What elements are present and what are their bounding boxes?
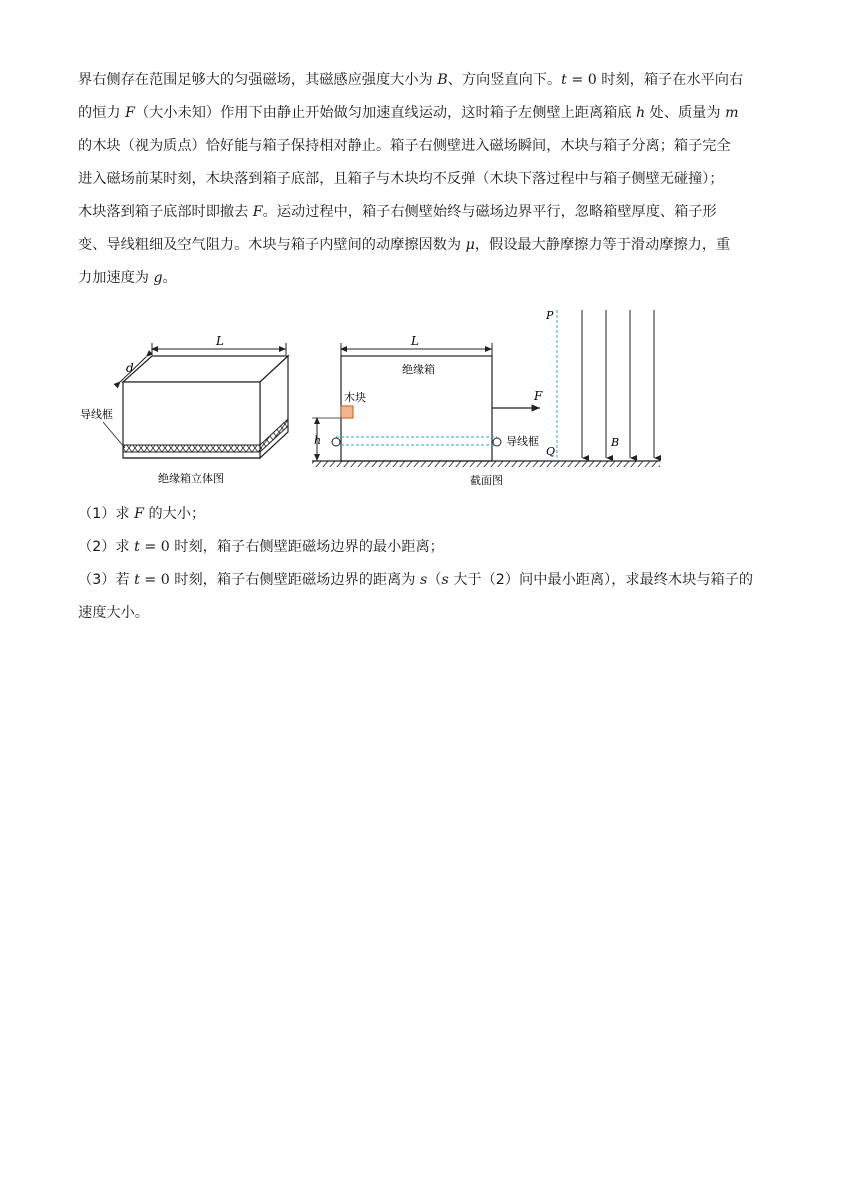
label-P: P xyxy=(546,309,554,322)
wire-frame-label-3d: 导线框 xyxy=(80,408,113,421)
wire-frame-label-section: 导线框 xyxy=(506,435,539,448)
text-line-5: 木块落到箱子底部时即撤去 F。运动过程中，箱子右侧壁始终与磁场边界平行，忽略箱壁厚度、箱子形 xyxy=(78,204,717,220)
label-d: d xyxy=(126,361,134,375)
question-2: （2）求 t = 0 时刻，箱子右侧壁距磁场边界的最小距离； xyxy=(78,539,444,555)
label-F: F xyxy=(534,389,543,403)
question-3: （3）若 t = 0 时刻，箱子右侧壁距磁场边界的距离为 s（s 大于（2）问中最小距离），求最终木块与箱子的 xyxy=(78,572,754,588)
label-B: B xyxy=(611,436,620,449)
text-line-1: 界右侧存在范围足够大的匀强磁场，其磁感应强度大小为 B、方向竖直向下。t = 0 时刻，箱子在水平向右 xyxy=(78,72,744,88)
caption-3d: 绝缘箱立体图 xyxy=(158,472,224,485)
wire-frame-left-end xyxy=(332,438,340,446)
text-line-3: 的木块（视为质点）恰好能与箱子保持相对静止。箱子右侧壁进入磁场瞬间，木块与箱子分离；箱子完全 xyxy=(78,138,731,154)
block-label: 木块 xyxy=(344,391,366,404)
label-L-section: L xyxy=(411,334,419,348)
question-3-continued: 速度大小。 xyxy=(78,605,149,621)
text-line-6: 变、导线粗细及空气阻力。木块与箱子内壁间的动摩擦因数为 μ，假设最大静摩擦力等于滑动摩擦力，重 xyxy=(78,237,731,253)
wire-frame-leader xyxy=(103,422,125,448)
problem-statement xyxy=(78,64,768,295)
figure xyxy=(0,300,848,500)
text-line-4: 进入磁场前某时刻，木块落到箱子底部，且箱子与木块均不反弹（木块下落过程中与箱子侧壁无碰撞）； xyxy=(78,171,724,187)
question-1: （1）求 F 的大小； xyxy=(78,506,206,522)
label-L-3d: L xyxy=(216,334,224,348)
box-label: 绝缘箱 xyxy=(402,363,435,376)
wire-frame-right-end xyxy=(493,438,501,446)
cross-section-view xyxy=(312,309,660,487)
questions xyxy=(78,498,778,630)
wire-frame-band-front xyxy=(123,445,260,452)
text-line-2: 的恒力 F（大小未知）作用下由静止开始做匀加速直线运动，这时箱子左侧壁上距离箱底 h 处、质量为 m xyxy=(78,105,739,121)
caption-section: 截面图 xyxy=(470,474,503,487)
label-h: h xyxy=(314,434,322,447)
wood-block xyxy=(341,406,353,418)
box-top-face xyxy=(123,356,288,382)
ground-hatch xyxy=(312,461,660,467)
box-3d-view xyxy=(80,334,288,485)
label-Q: Q xyxy=(546,445,556,458)
text-line-7: 力加速度为 g。 xyxy=(78,270,177,286)
